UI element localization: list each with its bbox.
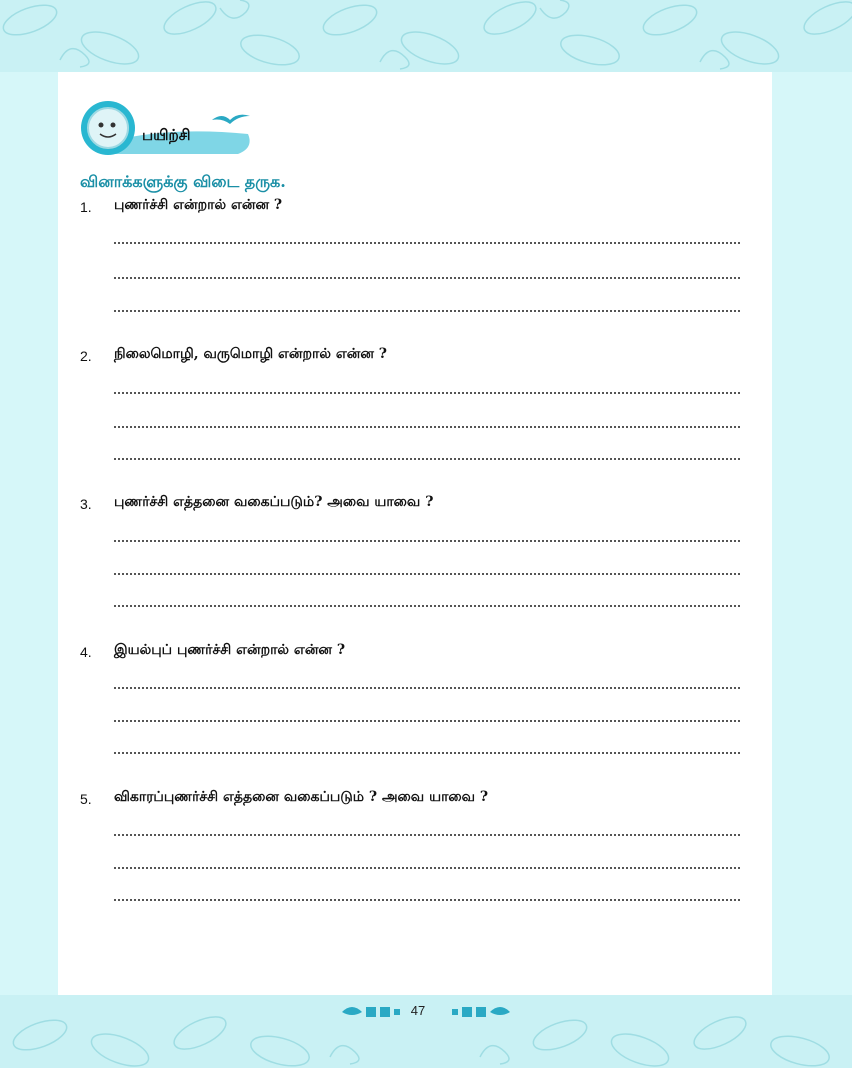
instruction-heading: வினாக்களுக்கு விடை தருக. [80, 172, 286, 191]
answer-line[interactable] [114, 605, 740, 607]
answer-line[interactable] [114, 458, 740, 460]
answer-line[interactable] [114, 720, 740, 722]
ornament-left-icon [342, 1007, 362, 1015]
leaf-pattern-top [0, 0, 852, 72]
ornament-right-block-icon [462, 1007, 472, 1017]
question-text: புணர்ச்சி என்றால் என்ன ? [114, 197, 283, 213]
question-text: விகாரப்புணர்ச்சி எத்தனை வகைப்படும் ? அவை யாவை ? [114, 789, 489, 805]
question-number: 5. [80, 791, 92, 807]
answer-line[interactable] [114, 899, 740, 901]
sun-icon [81, 101, 135, 155]
answer-line[interactable] [114, 687, 740, 689]
question-text: நிலைமொழி, வருமொழி என்றால் என்ன ? [114, 346, 387, 362]
bird-icon [212, 115, 250, 124]
answer-line[interactable] [114, 540, 740, 542]
ornament-left-block-icon [366, 1007, 376, 1017]
question-number: 4. [80, 644, 92, 660]
question-text: புணர்ச்சி எத்தனை வகைப்படும்? அவை யாவை ? [114, 494, 434, 510]
answer-line[interactable] [114, 867, 740, 869]
answer-line[interactable] [114, 834, 740, 836]
question-number: 1. [80, 199, 92, 215]
answer-line[interactable] [114, 277, 740, 279]
answer-line[interactable] [114, 310, 740, 312]
exercise-label: பயிற்சி [142, 126, 191, 144]
top-decorative-border [0, 0, 852, 72]
question-text: இயல்புப் புணர்ச்சி என்றால் என்ன ? [114, 642, 346, 658]
answer-line[interactable] [114, 752, 740, 754]
ornament-right-icon [490, 1007, 510, 1015]
question-number: 2. [80, 348, 92, 364]
answer-line[interactable] [114, 426, 740, 428]
answer-line[interactable] [114, 242, 740, 244]
page-number: 47 [410, 1003, 426, 1018]
answer-line[interactable] [114, 573, 740, 575]
question-number: 3. [80, 496, 92, 512]
answer-line[interactable] [114, 392, 740, 394]
